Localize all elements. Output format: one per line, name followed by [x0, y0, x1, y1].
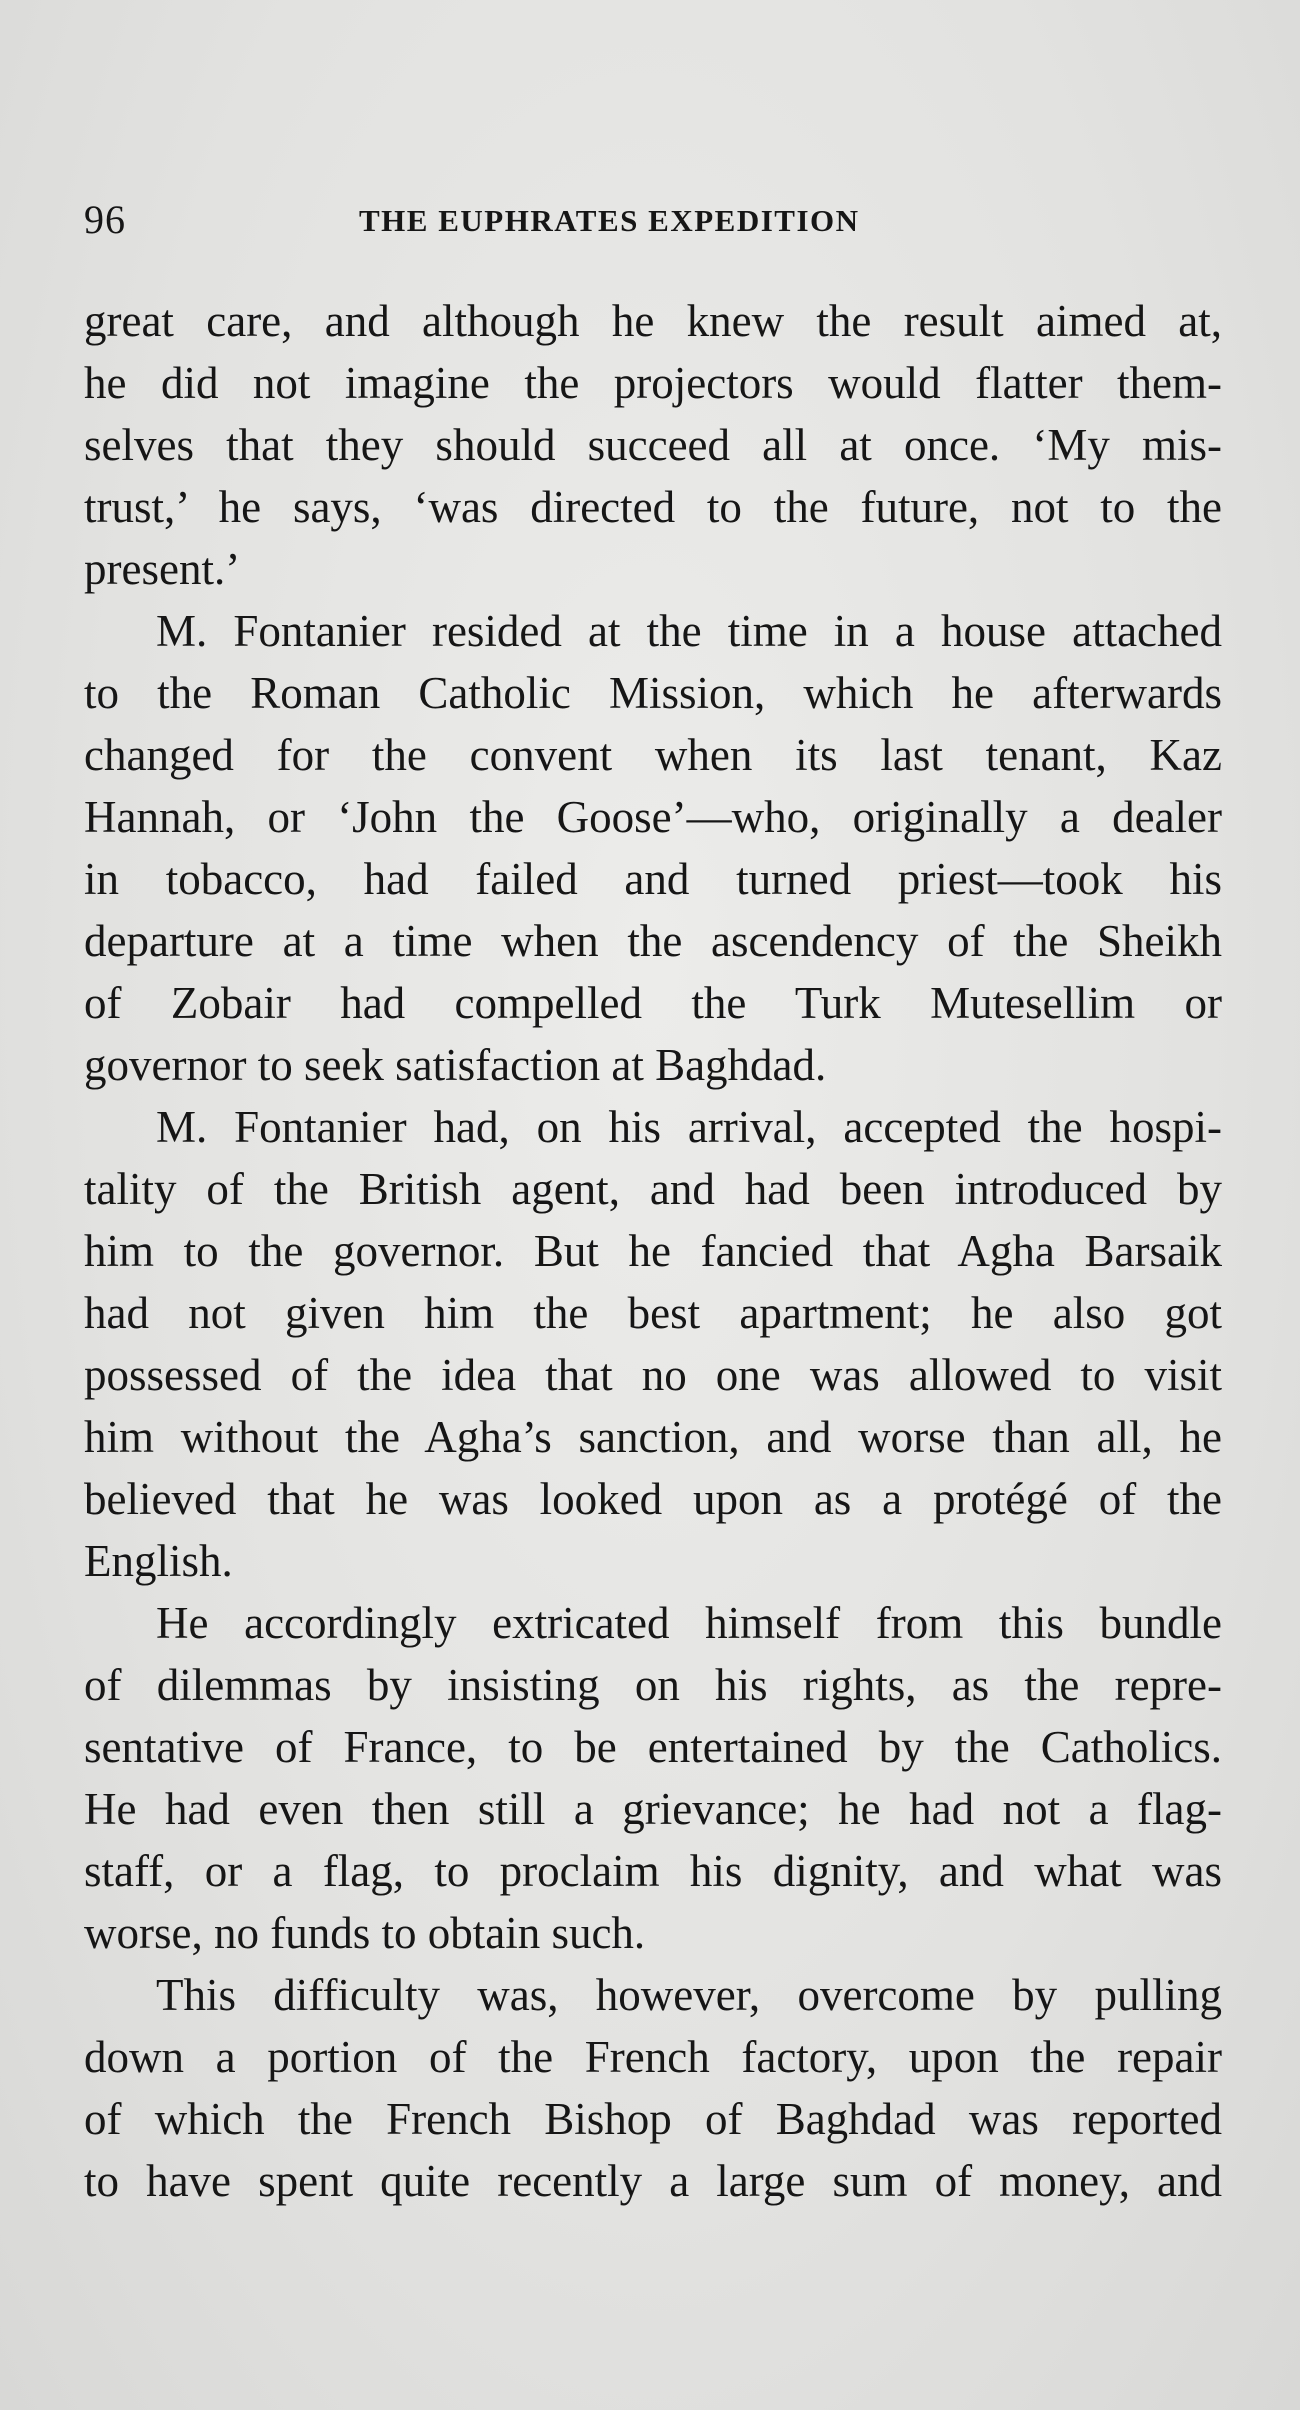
text-line: he did not imagine the projectors would flatter them- [84, 358, 1222, 408]
text-line: believed that he was looked upon as a protégé of the [84, 1474, 1222, 1524]
text-line: He had even then still a grievance; he had not a flag- [84, 1784, 1222, 1834]
text-line: possessed of the idea that no one was allowed to visit [84, 1350, 1222, 1400]
page-number: 96 [84, 197, 126, 242]
body-text [84, 290, 1222, 2212]
text-line: him to the governor. But he fancied that Agha Barsaik [84, 1226, 1222, 1276]
text-line: English. [84, 1536, 233, 1586]
text-line: Hannah, or ‘John the Goose’—who, originally a dealer [84, 792, 1222, 842]
text-line: had not given him the best apartment; he also got [84, 1288, 1222, 1338]
text-line: him without the Agha’s sanction, and worse than all, he [84, 1412, 1222, 1462]
text-line: M. Fontanier had, on his arrival, accepted the hospi- [156, 1102, 1222, 1152]
text-line: in tobacco, had failed and turned priest—took his [84, 854, 1222, 904]
text-line: great care, and although he knew the result aimed at, [84, 296, 1222, 346]
running-head [84, 190, 1224, 250]
text-line: present.’ [84, 544, 241, 594]
text-line: departure at a time when the ascendency of the Sheikh [84, 916, 1222, 966]
text-line: of which the French Bishop of Baghdad was reported [84, 2094, 1222, 2144]
text-line: down a portion of the French factory, upon the repair [84, 2032, 1222, 2082]
text-line: trust,’ he says, ‘was directed to the future, not to the [84, 482, 1222, 532]
text-line: changed for the convent when its last tenant, Kaz [84, 730, 1222, 780]
text-line: staff, or a flag, to proclaim his dignity, and what was [84, 1846, 1222, 1896]
text-line: worse, no funds to obtain such. [84, 1908, 646, 1958]
text-line: sentative of France, to be entertained by the Catholics. [84, 1722, 1222, 1772]
text-line: M. Fontanier resided at the time in a house attached [156, 606, 1222, 656]
text-line: to have spent quite recently a large sum of money, and [84, 2156, 1222, 2206]
running-title: THE EUPHRATES EXPEDITION [359, 203, 860, 238]
text-line: tality of the British agent, and had been introduced by [84, 1164, 1222, 1214]
text-line: selves that they should succeed all at once. ‘My mis- [84, 420, 1222, 470]
text-line: of Zobair had compelled the Turk Mutesellim or [84, 978, 1222, 1028]
text-line: governor to seek satisfaction at Baghdad. [84, 1040, 827, 1090]
text-line: to the Roman Catholic Mission, which he afterwards [84, 668, 1222, 718]
text-line: He accordingly extricated himself from this bundle [156, 1598, 1222, 1648]
text-line: of dilemmas by insisting on his rights, as the repre- [84, 1660, 1222, 1710]
text-line: This difficulty was, however, overcome by pulling [156, 1970, 1222, 2020]
